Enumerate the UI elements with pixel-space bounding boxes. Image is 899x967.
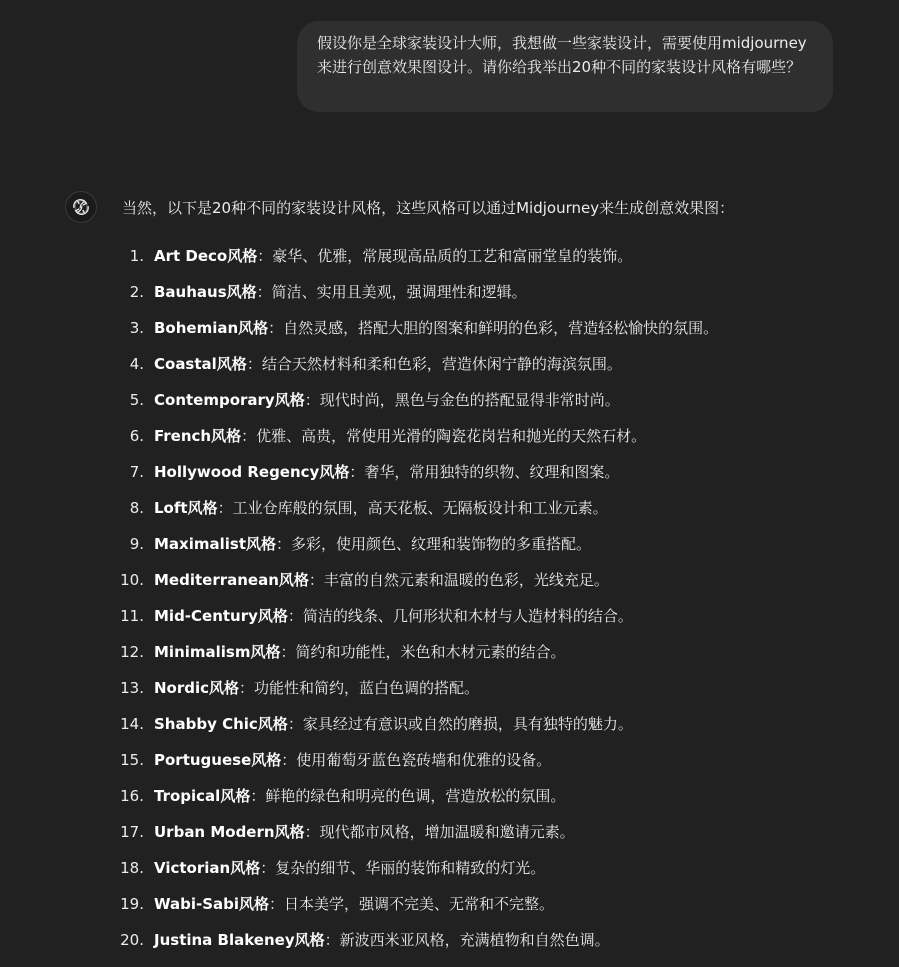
style-name: Wabi-Sabi风格 <box>154 895 270 913</box>
style-name: Loft风格 <box>154 499 218 517</box>
list-item-number: 14. <box>120 715 144 733</box>
assistant-intro-text: 当然，以下是20种不同的家装设计风格，这些风格可以通过Midjourney来生成创意效果图： <box>122 199 735 217</box>
style-name: Bohemian风格 <box>154 319 269 337</box>
style-description: ：现代都市风格，增加温暖和邀请元素。 <box>304 823 575 841</box>
style-name: Minimalism风格 <box>154 643 281 661</box>
list-item-number: 18. <box>120 859 144 877</box>
list-item-text <box>154 533 591 555</box>
style-name: Mediterranean风格 <box>154 571 309 589</box>
list-item-text <box>154 641 566 663</box>
list-item-number: 5. <box>129 391 144 409</box>
list-item-text <box>154 497 608 519</box>
style-description: ：鲜艳的绿色和明亮的色调，营造放松的氛围。 <box>250 787 566 805</box>
list-item-number: 2. <box>129 283 144 301</box>
style-name: Contemporary风格 <box>154 391 305 409</box>
list-item-number: 11. <box>120 607 144 625</box>
user-message-bubble <box>297 21 833 112</box>
list-item-text <box>154 821 575 843</box>
list-item-text <box>154 317 718 339</box>
list-item-text <box>154 605 633 627</box>
list-item-number: 12. <box>120 643 144 661</box>
style-description: ：自然灵感，搭配大胆的图案和鲜明的色彩，营造轻松愉快的氛围。 <box>268 319 719 337</box>
list-item-number: 9. <box>129 535 144 553</box>
style-description: ：简洁的线条、几何形状和木材与人造材料的结合。 <box>287 607 633 625</box>
style-description: ：优雅、高贵，常使用光滑的陶瓷花岗岩和抛光的天然石材。 <box>241 427 647 445</box>
style-name: Justina Blakeney风格 <box>154 931 325 949</box>
list-item-text <box>154 893 554 915</box>
openai-logo-icon <box>71 197 91 217</box>
list-item-text <box>154 245 632 267</box>
style-name: Mid-Century风格 <box>154 607 288 625</box>
list-item-text <box>154 785 565 807</box>
style-description: ：复杂的细节、华丽的装饰和精致的灯光。 <box>260 859 546 877</box>
list-item-number: 4. <box>129 355 144 373</box>
style-description: ：使用葡萄牙蓝色瓷砖墙和优雅的设备。 <box>281 751 552 769</box>
style-name: Maximalist风格 <box>154 535 276 553</box>
list-item-text <box>154 569 609 591</box>
style-description: ：丰富的自然元素和温暖的色彩，光线充足。 <box>308 571 609 589</box>
style-description: ：工业仓库般的氛围，高天花板、无隔板设计和工业元素。 <box>217 499 608 517</box>
style-description: ：奢华，常用独特的织物、纹理和图案。 <box>349 463 620 481</box>
list-item-text <box>154 461 619 483</box>
style-description: ：结合天然材料和柔和色彩，营造休闲宁静的海滨氛围。 <box>246 355 622 373</box>
style-description: ：多彩，使用颜色、纹理和装饰物的多重搭配。 <box>276 535 592 553</box>
list-item-text <box>154 389 620 411</box>
style-name: Art Deco风格 <box>154 247 258 265</box>
style-name: Shabby Chic风格 <box>154 715 288 733</box>
list-item-text <box>154 425 646 447</box>
list-item-text <box>154 749 551 771</box>
list-item-number: 3. <box>129 319 144 337</box>
style-name: Bauhaus风格 <box>154 283 257 301</box>
list-item-number: 17. <box>120 823 144 841</box>
list-item-number: 19. <box>120 895 144 913</box>
style-description: ：家具经过有意识或自然的磨损，具有独特的魅力。 <box>287 715 633 733</box>
list-item-number: 8. <box>129 499 144 517</box>
assistant-avatar <box>65 191 97 223</box>
style-name: Tropical风格 <box>154 787 251 805</box>
list-item-text <box>154 353 622 375</box>
style-description: ：功能性和简约，蓝白色调的搭配。 <box>239 679 480 697</box>
style-description: ：新波西米亚风格，充满植物和自然色调。 <box>324 931 610 949</box>
list-item-number: 13. <box>120 679 144 697</box>
style-name: French风格 <box>154 427 242 445</box>
style-description: ：豪华、优雅，常展现高品质的工艺和富丽堂皇的装饰。 <box>257 247 633 265</box>
list-item-text <box>154 281 527 303</box>
style-name: Hollywood Regency风格 <box>154 463 350 481</box>
user-message-text: 假设你是全球家装设计大师，我想做一些家装设计，需要使用midjourney来进行创意效果图设计。请你给我举出20种不同的家装设计风格有哪些？ <box>317 34 807 76</box>
style-description: ：日本美学，强调不完美、无常和不完整。 <box>269 895 555 913</box>
style-name: Coastal风格 <box>154 355 247 373</box>
style-name: Victorian风格 <box>154 859 261 877</box>
list-item-number: 15. <box>120 751 144 769</box>
list-item-number: 16. <box>120 787 144 805</box>
list-item-number: 7. <box>129 463 144 481</box>
list-item-text <box>154 857 545 879</box>
list-item-text <box>154 677 479 699</box>
list-item-text <box>154 713 633 735</box>
list-item-number: 1. <box>129 247 144 265</box>
style-description: ：简洁、实用且美观，强调理性和逻辑。 <box>256 283 527 301</box>
list-item-number: 20. <box>120 931 144 949</box>
list-item-number: 10. <box>120 571 144 589</box>
style-name: Portuguese风格 <box>154 751 282 769</box>
style-name: Urban Modern风格 <box>154 823 305 841</box>
style-description: ：现代时尚，黑色与金色的搭配显得非常时尚。 <box>304 391 620 409</box>
list-item-number: 6. <box>129 427 144 445</box>
style-description: ：简约和功能性，米色和木材元素的结合。 <box>280 643 566 661</box>
list-item-text <box>154 929 610 951</box>
style-name: Nordic风格 <box>154 679 240 697</box>
